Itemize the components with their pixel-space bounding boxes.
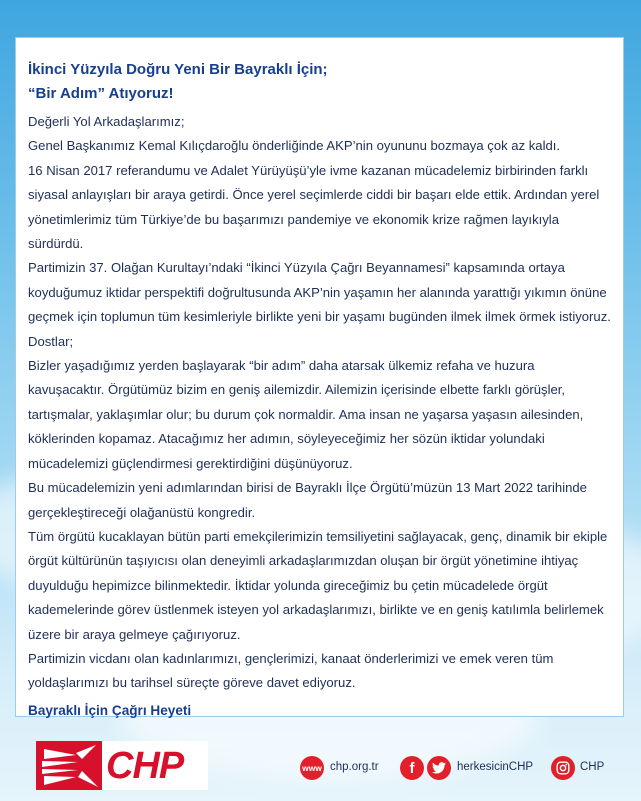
instagram-handle[interactable]: CHP bbox=[580, 761, 605, 773]
paragraph: Tüm örgütü kucaklayan bütün parti emekçilerimizin temsiliyetini sağlayacak, genç, dinamik bir ekiple örgüt kültürünün taşıyıcısı olan deneyimli arkadaşlarımızdan oluşan bir örgüt yönetimine ihtiyaç duyulduğu hepimizce bilinmektedir. İktidar yolunda gireceğimiz bu çetin mücadelede örgüt kademelerinde görev üstlenmek isteyen yol arkadaşlarımızı, birlikte ve en geniş katılımla belirlemek üzere bir araya gelmeye çağırıyoruz. bbox=[28, 528, 608, 642]
six-arrows-icon bbox=[36, 741, 102, 790]
paragraph: Partimizin vicdanı olan kadınlarımızı, gençlerimizi, kanaat önderlerimizi ve emek veren tüm yoldaşlarımızı bu tarihsel süreçte göreve davet ediyoruz. bbox=[28, 650, 554, 691]
twitter-handle[interactable]: herkesicinCHP bbox=[457, 761, 534, 773]
instagram-glyph bbox=[556, 761, 570, 775]
letter-card bbox=[15, 37, 624, 717]
paragraph: Bizler yaşadığımız yerden başlayarak “bir adım” daha atarsak ülkemiz refaha ve huzura kavuşacaktır. Örgütümüz bizim en geniş ailemizdir. Ailemizin içerisinde elbette farklı görüşler, tartışmalar, yaklaşımlar olur; bu durum çok normaldir. Ama insan ne yaşarsa yaşasın ailesinden, köklerinden kopamaz. Atacağımız her adımın, söyleyeceğimiz her sözün iktidar yolundaki mücadelemizi güçlendirmesi gerektirdiğini düşünüyoruz. bbox=[28, 358, 584, 471]
footer bbox=[0, 728, 641, 801]
salutation: Değerli Yol Arkadaşlarımız; bbox=[28, 114, 185, 129]
facebook-icon[interactable]: f bbox=[400, 756, 424, 780]
chp-logo[interactable] bbox=[36, 741, 208, 790]
signature: Bayraklı İçin Çağrı Heyeti bbox=[28, 702, 192, 718]
twitter-bird-glyph bbox=[432, 762, 446, 774]
letter-content bbox=[28, 58, 614, 723]
paragraph: Partimizin 37. Olağan Kurultayı’ndaki “İkinci Yüzyıla Çağrı Beyannamesi” kapsamında ortaya koyduğumuz iktidar perspektifi doğrultusunda AKP’nin yaşamın her alanında yarattığı yıkımın önüne geçmek için toplumun tüm kesimleriyle birlikte yeni bir yaşamı bugünden ilmek ilmek örmek istiyoruz. bbox=[28, 260, 611, 325]
twitter-icon[interactable] bbox=[427, 756, 451, 780]
paragraph: Bu mücadelemizin yeni adımlarından birisi de Bayraklı İlçe Örgütü’müzün 13 Mart 2022 tarihinde gerçekleştireceği olağanüstü kongredir. bbox=[28, 480, 587, 520]
paragraph: 16 Nisan 2017 referandumu ve Adalet Yürüyüşü’yle ivme kazanan mücadelemiz birbirinden farklı siyasal anlayışları bir araya getirdi. Önce yerel seçimlerde ciddi bir başarı elde ettik. Ardından yerel yönetimlerimiz tüm Türkiye’de bu başarımızı pandemiye ve ekonomik krize rağmen layıkıyla sürdürdü. bbox=[28, 162, 600, 252]
instagram-icon[interactable] bbox=[551, 756, 575, 780]
chp-logo-text: CHP bbox=[106, 745, 184, 787]
website-link[interactable]: chp.org.tr bbox=[330, 761, 379, 773]
letter-title-line2: “Bir Adım” Atıyoruz! bbox=[28, 85, 174, 102]
salutation: Dostlar; bbox=[28, 333, 74, 349]
letter-title-line1: İkinci Yüzyıla Doğru Yeni Bir Bayraklı İçin; bbox=[28, 61, 328, 78]
paragraph: Genel Başkanımız Kemal Kılıçdaroğlu önderliğinde AKP’nin oyununu bozmaya çok az kaldı. bbox=[28, 138, 561, 154]
www-icon[interactable]: www bbox=[300, 756, 324, 780]
